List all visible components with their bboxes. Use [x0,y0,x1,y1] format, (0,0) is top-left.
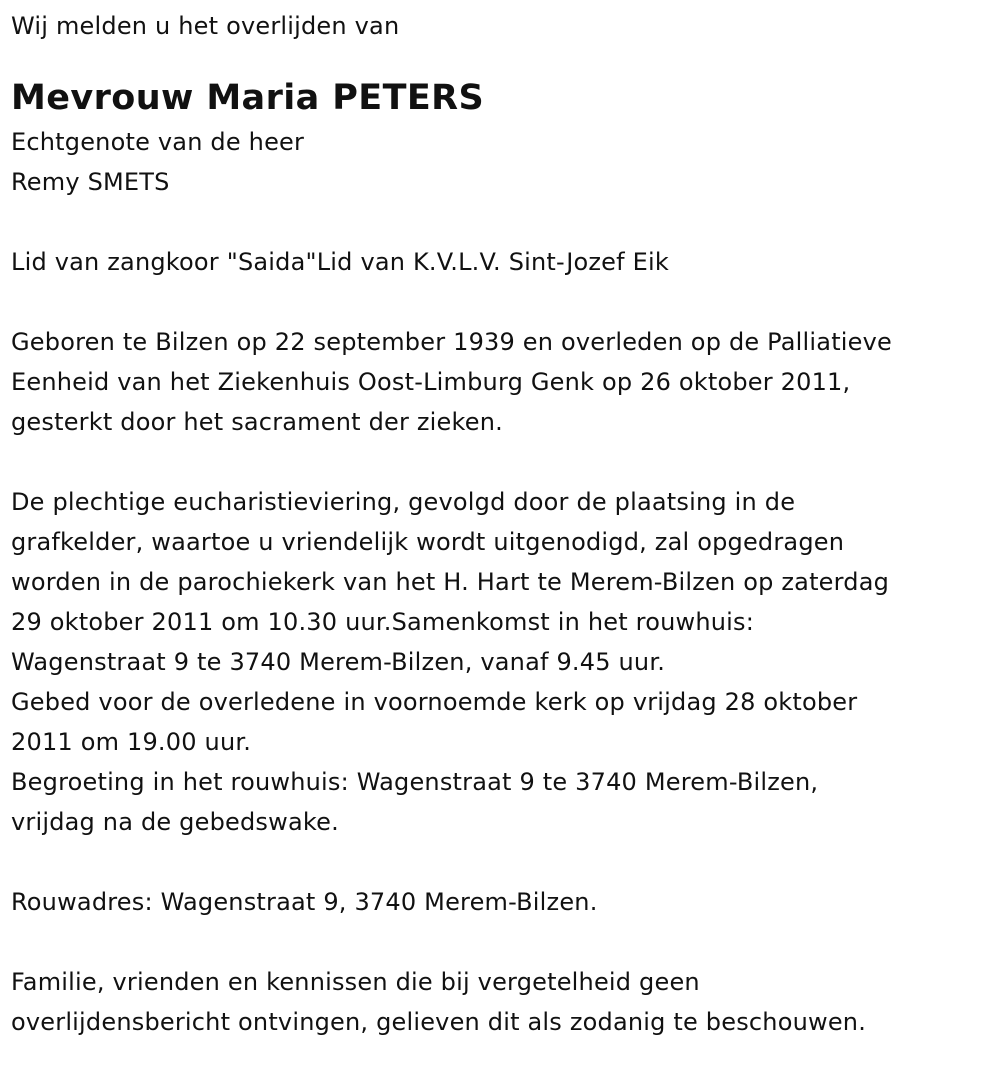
spouse-line: Echtgenote van de heer [11,128,305,156]
ceremony-line: vrijdag na de gebedswake. [11,808,339,836]
ceremony-section [11,482,1000,842]
ceremony-line: worden in de parochiekerk van het H. Hart te Merem-Bilzen op zaterdag [11,568,890,596]
ceremony-line: 29 oktober 2011 om 10.30 uur.Samenkomst in het rouwhuis: [11,608,755,636]
paragraph-gap [11,202,1000,242]
spouse-line: Remy SMETS [11,168,170,196]
birth-death-line: Geboren te Bilzen op 22 september 1939 en overleden op de Palliatieve [11,328,893,356]
deceased-name: Mevrouw Maria PETERS [11,78,485,118]
ceremony-line: grafkelder, waartoe u vriendelijk wordt uitgenodigd, zal opgedragen [11,528,845,556]
birth-death-line: gesterkt door het sacrament der zieken. [11,408,503,436]
birth-death-line: Eenheid van het Ziekenhuis Oost-Limburg Genk op 26 oktober 2011, [11,368,851,396]
paragraph-gap [11,282,1000,322]
ceremony-line: 2011 om 19.00 uur. [11,728,252,756]
mourning-address: Rouwadres: Wagenstraat 9, 3740 Merem-Bilzen. [11,888,598,916]
paragraph-gap [11,442,1000,482]
closing-section [11,962,1000,1042]
ceremony-line: Wagenstraat 9 te 3740 Merem-Bilzen, vanaf 9.45 uur. [11,648,666,676]
paragraph-gap [11,922,1000,962]
ceremony-line: Begroeting in het rouwhuis: Wagenstraat 9 te 3740 Merem-Bilzen, [11,768,819,796]
closing-line: overlijdensbericht ontvingen, gelieven dit als zodanig te beschouwen. [11,1008,867,1036]
ceremony-line: De plechtige eucharistieviering, gevolgd door de plaatsing in de [11,488,796,516]
intro-text: Wij melden u het overlijden van [11,12,400,40]
spouse-section [11,122,1000,202]
paragraph-gap [11,842,1000,882]
birth-death-section [11,322,1000,442]
ceremony-line: Gebed voor de overledene in voornoemde kerk op vrijdag 28 oktober [11,688,858,716]
membership-line: Lid van zangkoor "Saida"Lid van K.V.L.V. Sint-Jozef Eik [11,248,669,276]
closing-line: Familie, vrienden en kennissen die bij vergetelheid geen [11,968,700,996]
